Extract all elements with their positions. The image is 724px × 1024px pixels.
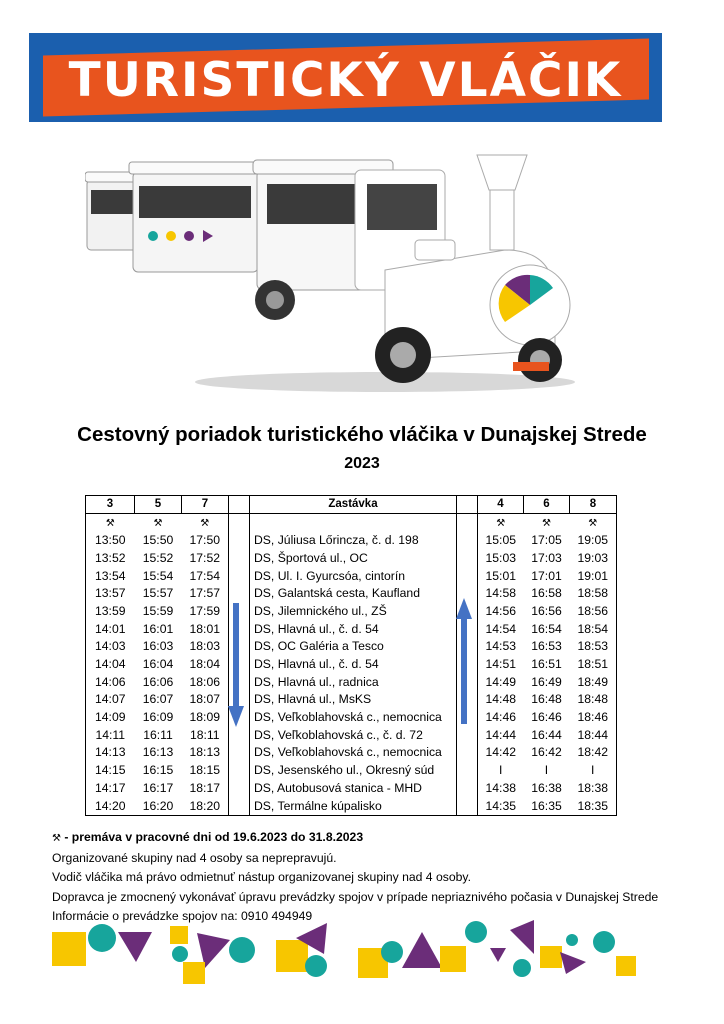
table-row [86, 620, 617, 638]
time-cell: 18:35 [570, 797, 617, 815]
time-cell: 15:50 [142, 533, 174, 548]
arrow-cell [457, 779, 478, 797]
table-row [86, 797, 617, 815]
time-cell: 16:44 [531, 727, 562, 742]
time-cell: 18:03 [189, 639, 220, 654]
stop-name: DS, Veľkoblahovská c., č. d. 72 [250, 726, 457, 744]
empty-cell [250, 514, 457, 533]
arrow-cell [229, 744, 250, 762]
time-cell: 14:07 [86, 691, 135, 709]
arrow-head [228, 706, 244, 727]
arrow-down-icon [228, 603, 244, 728]
time-cell: 14:20 [86, 797, 135, 815]
time-cell: 18:17 [189, 780, 220, 795]
time-cell: 16:07 [142, 692, 174, 707]
arrow-cell [229, 532, 250, 550]
stop-name: DS, Jilemnického ul., ZŠ [250, 603, 457, 621]
arrow-cell [457, 550, 478, 568]
time-cell: 18:04 [189, 657, 220, 672]
time-cell: 18:07 [189, 692, 220, 707]
stop-name: DS, Hlavná ul., MsKS [250, 691, 457, 709]
hammers-icon: ⚒ [542, 517, 551, 529]
empty-cell [457, 514, 478, 533]
col-header-empty [457, 496, 478, 514]
arrow-cell [229, 585, 250, 603]
time-cell: 15:52 [142, 551, 174, 566]
stop-name: DS, Termálne kúpalisko [250, 797, 457, 815]
arrow-cell [229, 726, 250, 744]
tourist-train-illustration [85, 150, 580, 400]
time-cell: 16:20 [135, 797, 182, 815]
time-cell: 14:42 [485, 745, 516, 760]
time-cell: 18:09 [189, 710, 220, 725]
time-cell: 18:20 [182, 797, 229, 815]
table-row [86, 762, 617, 780]
time-cell: 13:59 [86, 603, 135, 621]
time-cell: 15:54 [142, 568, 174, 583]
arrow-cell [457, 532, 478, 550]
time-cell: 19:01 [570, 567, 617, 585]
arrow-cell [457, 726, 478, 744]
stop-name: DS, OC Galéria a Tesco [250, 638, 457, 656]
time-cell: 16:42 [531, 745, 562, 760]
time-cell: 17:59 [189, 604, 220, 619]
time-cell: 18:01 [189, 621, 220, 636]
time-cell: 16:54 [531, 621, 562, 636]
col-header: 5 [135, 496, 182, 514]
time-cell: 13:54 [86, 567, 135, 585]
time-cell: 18:13 [189, 745, 220, 760]
time-cell: 18:58 [570, 585, 617, 603]
time-cell: 17:57 [189, 586, 220, 601]
time-cell: 14:04 [86, 656, 135, 674]
time-cell: 16:53 [531, 639, 562, 654]
time-cell: 18:11 [189, 727, 220, 742]
arrow-cell [229, 567, 250, 585]
table-row [86, 726, 617, 744]
stop-name: DS, Hlavná ul., č. d. 54 [250, 620, 457, 638]
note-driver: Vodič vláčika má právo odmietnuť nástup organizovanej skupiny nad 4 osoby. [52, 870, 471, 884]
time-cell: 18:49 [570, 673, 617, 691]
time-cell: 14:53 [485, 639, 516, 654]
time-cell: 17:01 [531, 568, 562, 583]
col-header: 4 [478, 496, 524, 514]
arrow-cell [229, 762, 250, 780]
time-cell: 18:44 [570, 726, 617, 744]
time-cell: 14:13 [86, 744, 135, 762]
stop-name: DS, Júliusa Lőrincza, č. d. 198 [250, 532, 457, 550]
arrow-cell [229, 550, 250, 568]
time-cell: 18:48 [570, 691, 617, 709]
hammers-icon: ⚒ [86, 514, 135, 533]
time-cell: 16:09 [142, 710, 174, 725]
arrow-head [456, 598, 472, 619]
time-cell: 13:50 [86, 532, 135, 550]
table-row [86, 779, 617, 797]
time-cell: I [544, 763, 549, 778]
time-cell: 16:04 [142, 657, 174, 672]
col-header: 8 [570, 496, 617, 514]
time-cell: 14:51 [485, 657, 516, 672]
note-weather: Dopravca je zmocnený vykonávať úpravu prevádzky spojov v prípade nepriaznivého počasia v Dunajskej Strede [52, 889, 659, 904]
time-cell: 17:50 [189, 533, 220, 548]
stop-name: DS, Športová ul., OC [250, 550, 457, 568]
time-cell: 14:48 [485, 692, 516, 707]
stop-name: DS, Autobusová stanica - MHD [250, 779, 457, 797]
table-row [86, 709, 617, 727]
stop-name: DS, Veľkoblahovská c., nemocnica [250, 709, 457, 727]
time-cell: 16:49 [531, 674, 562, 689]
time-cell: 16:01 [142, 621, 174, 636]
note-info: Informácie o prevádzke spojov na: 0910 494949 [52, 909, 313, 923]
time-cell: 16:17 [142, 780, 174, 795]
table-row [86, 638, 617, 656]
time-cell: 15:57 [142, 586, 174, 601]
timetable-header-row [86, 496, 617, 514]
time-cell: 16:03 [142, 639, 174, 654]
time-cell: 19:05 [570, 532, 617, 550]
stop-name: DS, Galantská cesta, Kaufland [250, 585, 457, 603]
time-cell: 16:38 [531, 780, 562, 795]
hammers-icon: ⚒ [52, 833, 61, 844]
note-groups: Organizované skupiny nad 4 osoby sa neprepravujú. [52, 850, 337, 865]
time-cell: 18:38 [570, 779, 617, 797]
table-row [86, 585, 617, 603]
time-cell: 13:52 [86, 550, 135, 568]
arrow-cell [457, 762, 478, 780]
stop-name: DS, Hlavná ul., radnica [250, 673, 457, 691]
time-cell: 16:46 [531, 710, 562, 725]
col-header-empty [229, 496, 250, 514]
time-cell: 14:46 [485, 710, 516, 725]
arrow-cell [457, 744, 478, 762]
time-cell: 18:42 [570, 744, 617, 762]
time-cell: 19:03 [570, 550, 617, 568]
time-cell: 18:56 [570, 603, 617, 621]
time-cell: 14:06 [86, 673, 135, 691]
symbol-row [86, 514, 617, 533]
stop-name: DS, Hlavná ul., č. d. 54 [250, 656, 457, 674]
time-cell: 14:54 [485, 621, 516, 636]
hammers-icon: ⚒ [496, 517, 506, 529]
time-cell: 16:58 [531, 586, 562, 601]
hammers-icon: ⚒ [200, 517, 210, 529]
time-cell: 14:49 [485, 674, 516, 689]
time-cell: 15:01 [485, 568, 516, 583]
time-cell: 16:06 [142, 674, 174, 689]
col-header: 6 [524, 496, 570, 514]
time-cell: 14:09 [86, 709, 135, 727]
time-cell: 16:56 [531, 604, 562, 619]
table-row [86, 567, 617, 585]
time-cell: 18:53 [570, 638, 617, 656]
time-cell: 16:48 [531, 692, 562, 707]
time-cell: 15:05 [485, 533, 516, 548]
col-header: 3 [86, 496, 135, 514]
time-cell: 14:11 [86, 726, 135, 744]
time-cell: 16:13 [142, 745, 174, 760]
time-cell: 16:15 [142, 763, 174, 778]
banner-title: TURISTICKÝ VLÁČIK [68, 53, 623, 108]
table-row [86, 691, 617, 709]
arrow-cell [229, 779, 250, 797]
year: 2023 [344, 455, 380, 472]
time-cell: 14:15 [86, 762, 135, 780]
time-cell: 17:52 [189, 551, 220, 566]
table-row [86, 673, 617, 691]
stop-name: DS, Ul. I. Gyurcsóa, cintorín [250, 567, 457, 585]
time-cell: 17:03 [531, 551, 562, 566]
time-cell: 16:51 [531, 657, 562, 672]
title-banner [29, 33, 662, 122]
time-cell: 16:35 [524, 797, 570, 815]
time-cell: 15:03 [485, 551, 516, 566]
arrow-up-icon [456, 598, 472, 724]
time-cell: 14:56 [485, 604, 516, 619]
table-row [86, 656, 617, 674]
time-cell: 14:35 [478, 797, 524, 815]
time-cell: 14:03 [86, 638, 135, 656]
time-cell: 14:44 [485, 727, 516, 742]
operating-note: ⚒ - premáva v pracovné dni od 19.6.2023 do 31.8.2023 [52, 830, 364, 844]
time-cell: 14:01 [86, 620, 135, 638]
empty-cell [229, 514, 250, 533]
time-cell: 15:59 [142, 604, 174, 619]
arrow-shaft [461, 617, 467, 724]
time-cell: 17:05 [531, 533, 562, 548]
time-cell: I [570, 762, 617, 780]
decorative-shapes [40, 918, 680, 1018]
arrow-cell [457, 797, 478, 815]
time-cell: I [499, 763, 503, 778]
time-cell: 14:17 [86, 779, 135, 797]
time-cell: 14:58 [485, 586, 516, 601]
col-header: 7 [182, 496, 229, 514]
hammers-icon: ⚒ [570, 514, 617, 533]
timetable [85, 495, 617, 816]
notes [52, 828, 658, 927]
hammers-icon: ⚒ [153, 517, 163, 529]
time-cell: 17:54 [189, 568, 220, 583]
time-cell: 16:11 [143, 727, 173, 742]
arrow-shaft [233, 603, 239, 708]
time-cell: 18:51 [570, 656, 617, 674]
time-cell: 18:46 [570, 709, 617, 727]
col-header-stop: Zastávka [250, 496, 457, 514]
time-cell: 18:15 [189, 763, 220, 778]
arrow-cell [229, 797, 250, 815]
stop-name: DS, Veľkoblahovská c., nemocnica [250, 744, 457, 762]
time-cell: 18:06 [189, 674, 220, 689]
table-row [86, 744, 617, 762]
time-cell: 13:57 [86, 585, 135, 603]
arrow-cell [457, 567, 478, 585]
page-title: Cestovný poriadok turistického vláčika v Dunajskej Strede [77, 423, 647, 446]
time-cell: 18:54 [570, 620, 617, 638]
time-cell: 14:38 [485, 780, 516, 795]
stop-name: DS, Jesenského ul., Okresný súd [250, 762, 457, 780]
table-row [86, 532, 617, 550]
table-row [86, 603, 617, 621]
table-row [86, 550, 617, 568]
